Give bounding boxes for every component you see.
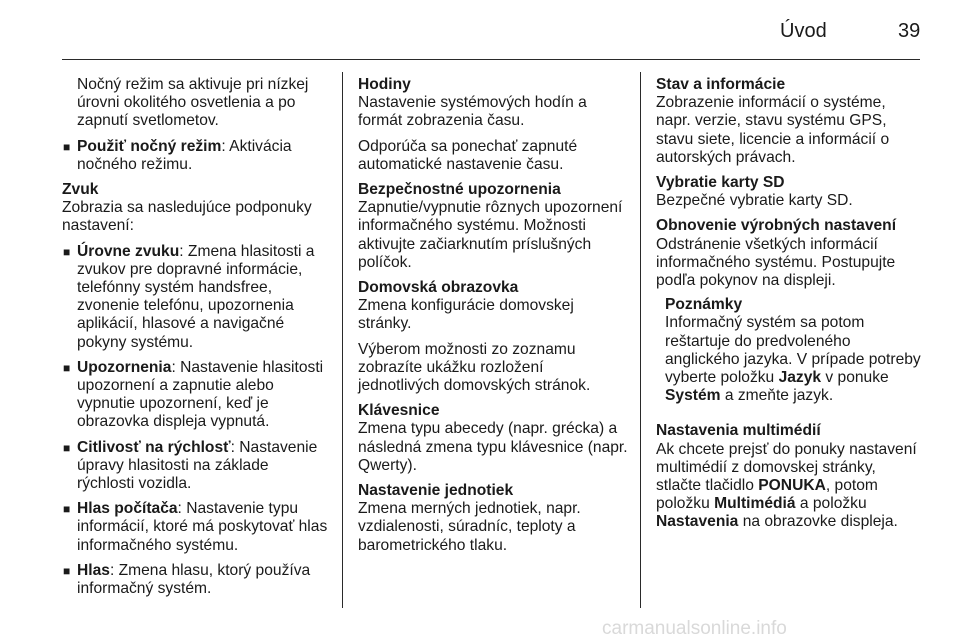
section-text [656, 441, 924, 532]
menu-item-jazyk: Jazyk [778, 369, 822, 387]
section-heading-hodiny: Hodiny [358, 76, 411, 93]
column-divider-1 [342, 72, 343, 608]
note-text-part: a zmeňte jazyk. [720, 387, 834, 405]
column-3 [656, 76, 924, 532]
section-heading-obnovenie: Obnovenie výrobných nastavení [656, 217, 897, 235]
section-heading-jednotky: Nastavenie jednotiek [358, 482, 514, 500]
header-divider [62, 59, 920, 60]
night-mode-intro: Nočný režim sa aktivuje pri nízkej úrovni okolitého osvetlenia a po zapnutí svetlometov. [77, 76, 309, 130]
section-heading-domovska: Domovská obrazovka [358, 279, 519, 297]
item-term: Upozornenia [77, 358, 172, 376]
note-text [665, 314, 924, 405]
bullet-icon: ■ [63, 139, 71, 154]
section-text: Zobrazenie informácií o systéme, napr. verzie, stavu systému GPS, stavu siete, licencie a informácií o autorských právach. [656, 94, 890, 166]
note-text-part: v ponuke [821, 369, 889, 387]
watermark: carmanualsonline.info [602, 618, 787, 639]
section-text: Zapnutie/vypnutie rôznych upozornení informačného systému. Možnosti aktivujte začiarknutím príslušných políčok. [358, 199, 623, 271]
section-heading-multimedia: Nastavenia multimédií [656, 422, 821, 440]
bullet-icon: ■ [63, 244, 71, 259]
page-title: Úvod [780, 20, 827, 42]
section-heading-klavesnice: Klávesnice [358, 402, 440, 420]
item-text: : Nastavenie typu informácií, ktoré má poskytovať hlas informačného systému. [77, 500, 328, 554]
list-item [62, 243, 330, 352]
button-ponuka: PONUKA [758, 477, 826, 495]
item-text: : Nastavenie hlasitosti upozornení a zapnutie alebo vypnutie upozornení, keď je obrazovka displeja vypnutá. [77, 358, 324, 431]
section-text: Zmena konfigurácie domovskej stránky. [358, 297, 574, 333]
item-text: : Zmena hlasitosti a zvukov pre dopravné informácie, telefónny systém handsfree, zvonenie telefónu, upozornenia aplikácií, hlasové a navigačné pokyny systému. [77, 242, 315, 351]
item-text: : Zmena hlasu, ktorý používa informačný systém. [77, 561, 311, 598]
note-heading: Poznámky [665, 296, 743, 314]
text-part: , potom položku [656, 477, 878, 513]
section-heading-sd: Vybratie karty SD [656, 174, 785, 192]
text-part: na obrazovke displeja. [738, 513, 898, 531]
column-2 [358, 76, 628, 555]
note-text-part: Informačný systém sa potom reštartuje do predvoleného anglického jazyka. V prípade potreby vyberte položku [665, 314, 921, 387]
page-number: 39 [898, 20, 921, 42]
section-text: Nastavenie systémových hodín a formát zobrazenia času. [358, 94, 587, 130]
list-item [62, 359, 330, 432]
bullet-icon: ■ [63, 440, 71, 455]
list-item [62, 500, 330, 555]
item-term: Úrovne zvuku [77, 242, 180, 260]
section-text: Zmena typu abecedy (napr. grécka) a následná zmena typu klávesnice (napr. Qwerty). [358, 420, 628, 474]
section-text: Odstránenie všetkých informácií informačného systému. Postupujte podľa pokynov na displeji. [656, 235, 896, 290]
text-part: Ak chcete prejsť do ponuky nastavení multimédií z domovskej stránky, stlačte tlačidlo [656, 440, 917, 495]
item-term: Hlas [77, 561, 110, 579]
menu-system: Systém [665, 387, 721, 405]
column-1 [62, 76, 330, 598]
item-text: : Aktivácia nočného režimu. [77, 137, 292, 173]
list-item [62, 562, 330, 598]
note-box [656, 296, 924, 405]
item-term: Použiť nočný režim [77, 137, 222, 155]
bullet-icon: ■ [63, 360, 71, 375]
section-text: Výberom možnosti zo zoznamu zobrazíte ukážku rozložení jednotlivých domovských stránok. [358, 340, 591, 395]
bullet-icon: ■ [63, 563, 71, 578]
section-heading-zvuk: Zvuk [62, 181, 99, 199]
item-term: Citlivosť na rýchlosť [77, 438, 231, 456]
item-text: : Nastavenie úpravy hlasitosti na základe rýchlosti vozidla. [77, 438, 318, 493]
list-item [62, 138, 330, 174]
section-text: Zmena merných jednotiek, napr. vzdialenosti, súradníc, teploty a barometrického tlaku. [358, 500, 581, 554]
section-text: Odporúča sa ponechať zapnuté automatické nastavenie času. [358, 137, 578, 173]
bullet-icon: ■ [63, 502, 71, 517]
section-text: Zobrazia sa nasledujúce podponuky nastavení: [62, 199, 312, 235]
column-divider-2 [640, 72, 641, 608]
section-heading-stav: Stav a informácie [656, 76, 786, 93]
section-heading-bezpecnostne: Bezpečnostné upozornenia [358, 181, 561, 199]
section-text: Bezpečné vybratie karty SD. [656, 192, 853, 210]
menu-item-multimedia: Multimédiá [714, 495, 796, 513]
menu-item-nastavenia: Nastavenia [656, 513, 739, 531]
text-part: a položku [795, 495, 867, 513]
list-item [62, 439, 330, 494]
item-term: Hlas počítača [77, 500, 178, 518]
